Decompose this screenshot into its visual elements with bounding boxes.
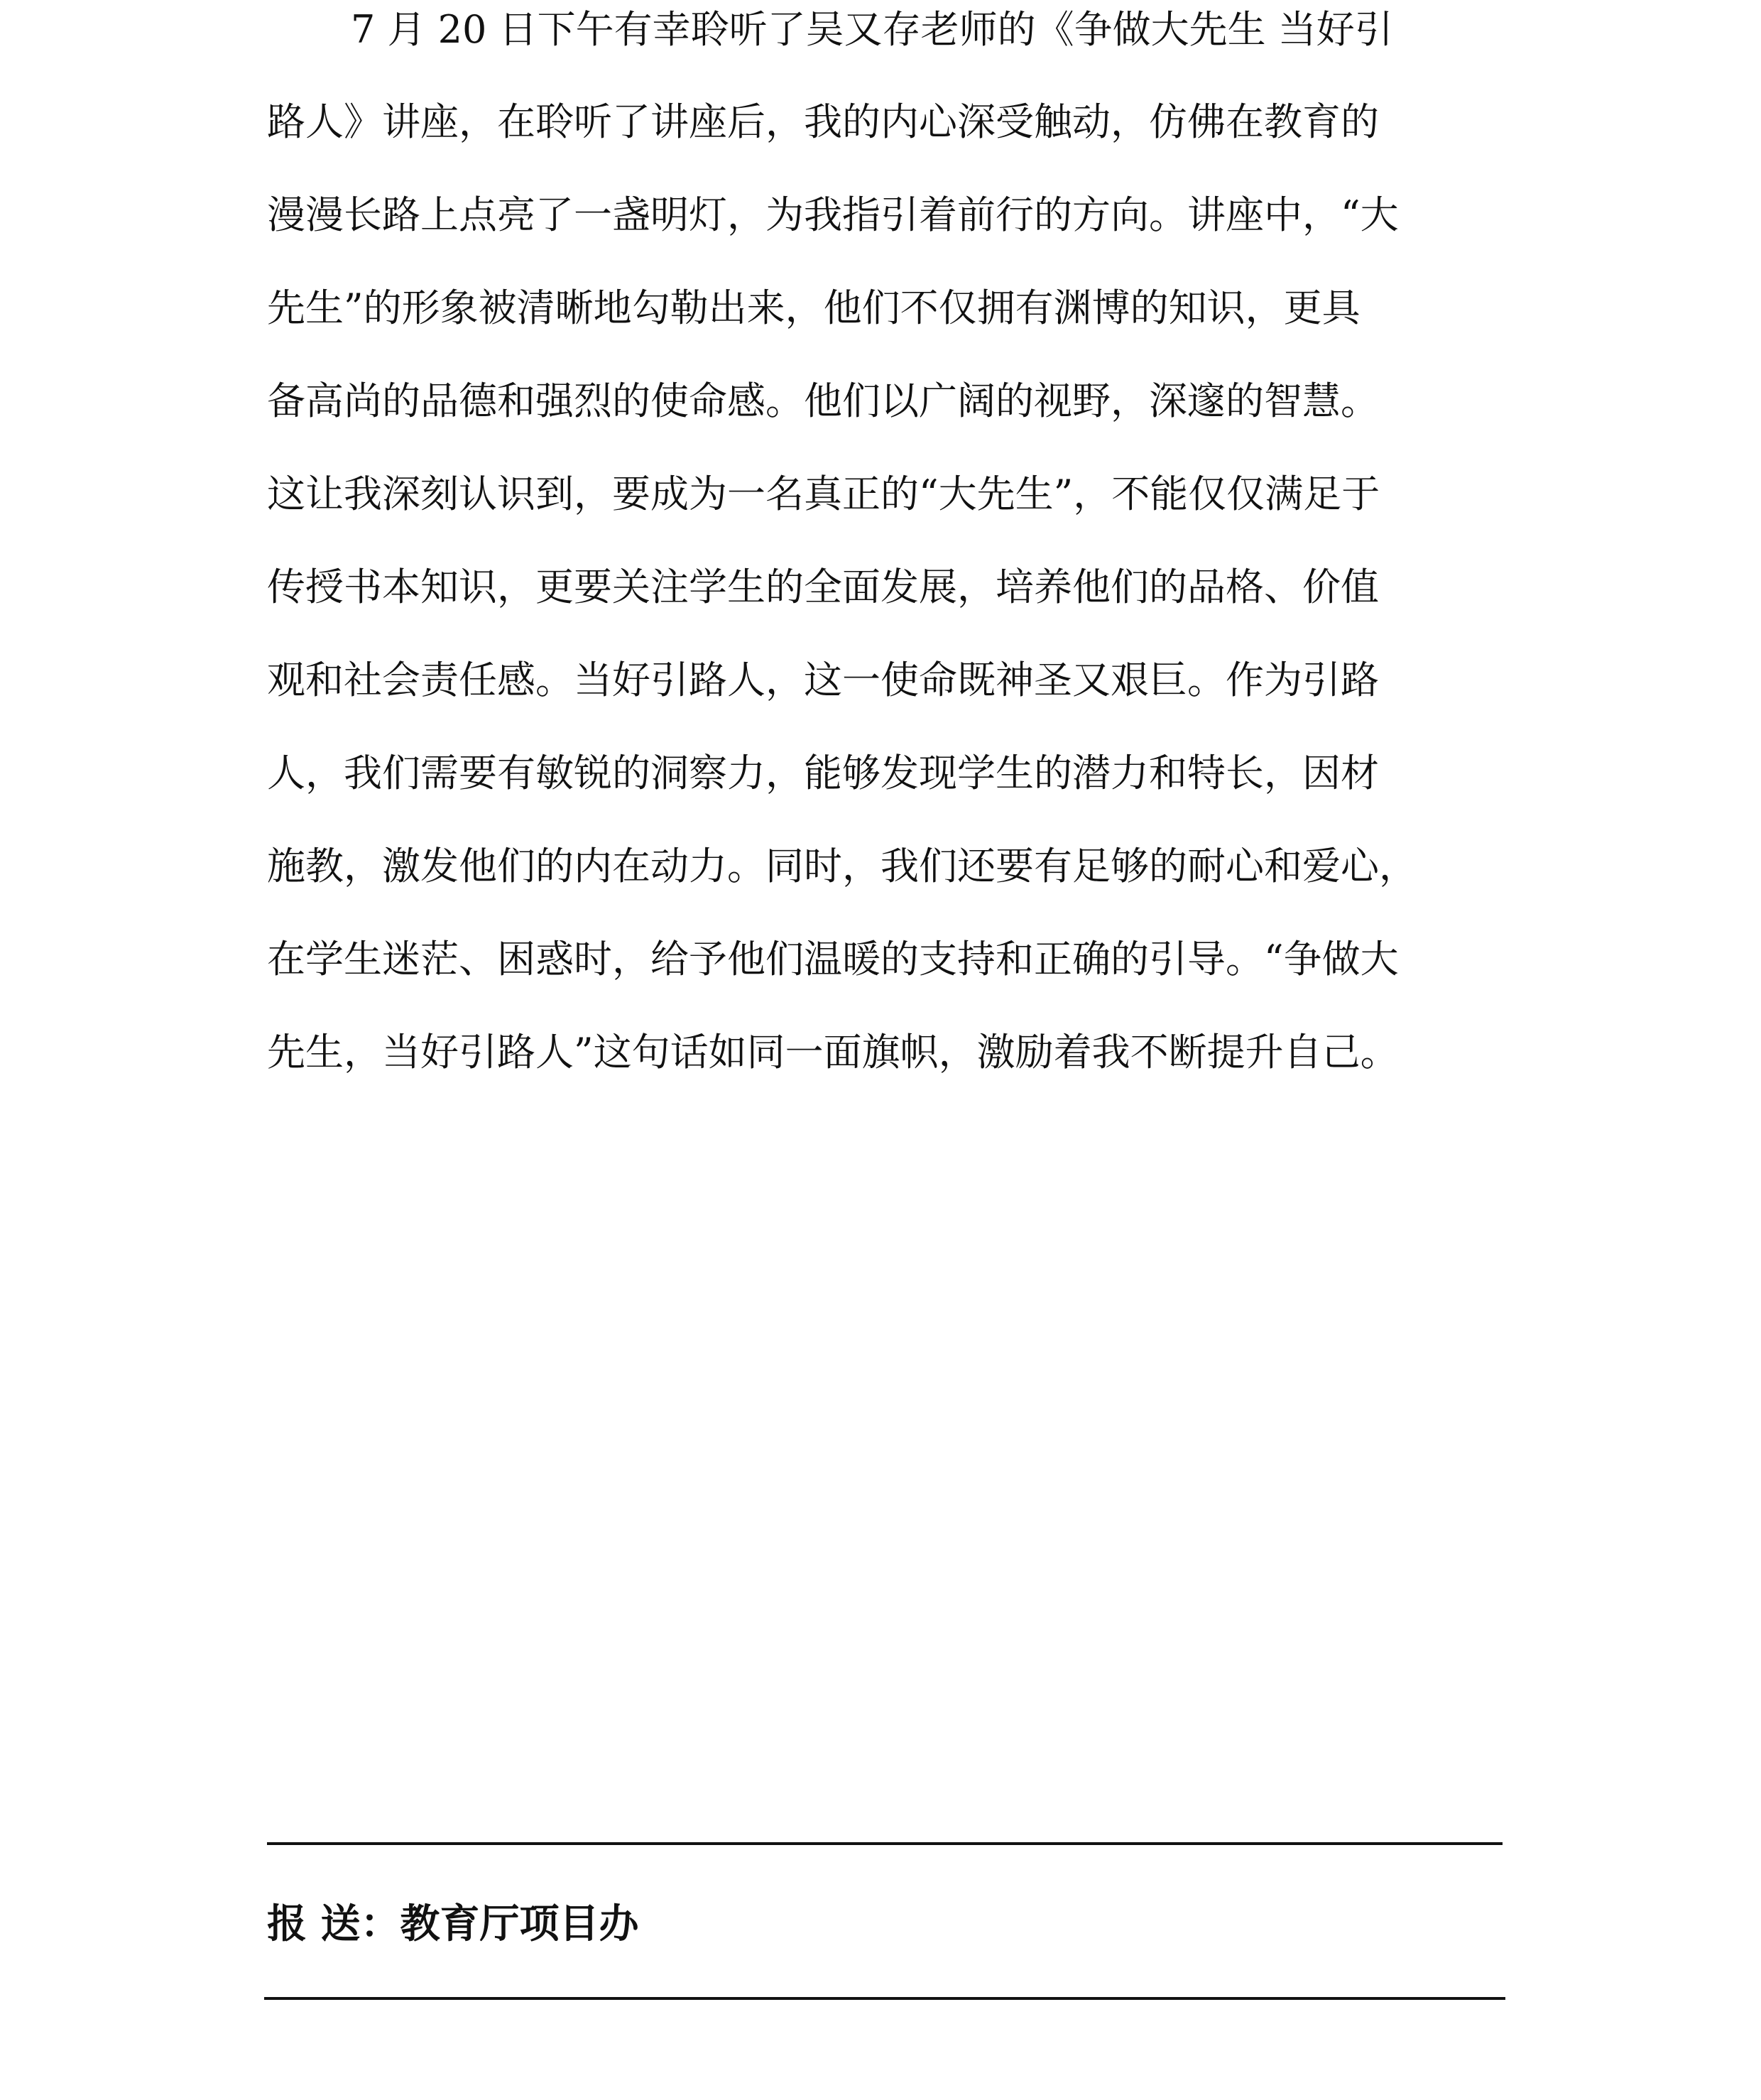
body-line-12: 先生，当好引路人”这句话如同一面旗帜，激励着我不断提升自己。 xyxy=(267,1030,1399,1075)
report-to-label: 报 送：教育厅项目办 xyxy=(267,1901,639,1947)
body-line-8: 观和社会责任感。当好引路人，这一使命既神圣又艰巨。作为引路 xyxy=(267,658,1379,702)
body-line-6: 这让我深刻认识到，要成为一名真正的“大先生”，不能仅仅满足于 xyxy=(267,472,1380,516)
divider-bottom xyxy=(264,1997,1505,2000)
body-line-4: 先生”的形象被清晰地勾勒出来，他们不仅拥有渊博的知识，更具 xyxy=(267,285,1361,330)
body-line-10: 施教，激发他们的内在动力。同时，我们还要有足够的耐心和爱心， xyxy=(267,844,1417,888)
body-line-7: 传授书本知识，更要关注学生的全面发展，培养他们的品格、价值 xyxy=(267,565,1379,609)
body-line-5: 备高尚的品德和强烈的使命感。他们以广阔的视野，深邃的智慧。 xyxy=(267,379,1379,423)
body-line-1: 7 月 20 日下午有幸聆听了吴又存老师的《争做大先生 当好引 xyxy=(351,7,1393,52)
body-line-3: 漫漫长路上点亮了一盏明灯，为我指引着前行的方向。讲座中，“大 xyxy=(267,192,1399,237)
body-line-9: 人，我们需要有敏锐的洞察力，能够发现学生的潜力和特长，因材 xyxy=(267,751,1379,795)
body-line-2: 路人》讲座，在聆听了讲座后，我的内心深受触动，仿佛在教育的 xyxy=(267,99,1379,144)
body-line-11: 在学生迷茫、困惑时，给予他们温暖的支持和正确的引导。“争做大 xyxy=(267,937,1399,981)
divider-top xyxy=(267,1842,1503,1845)
